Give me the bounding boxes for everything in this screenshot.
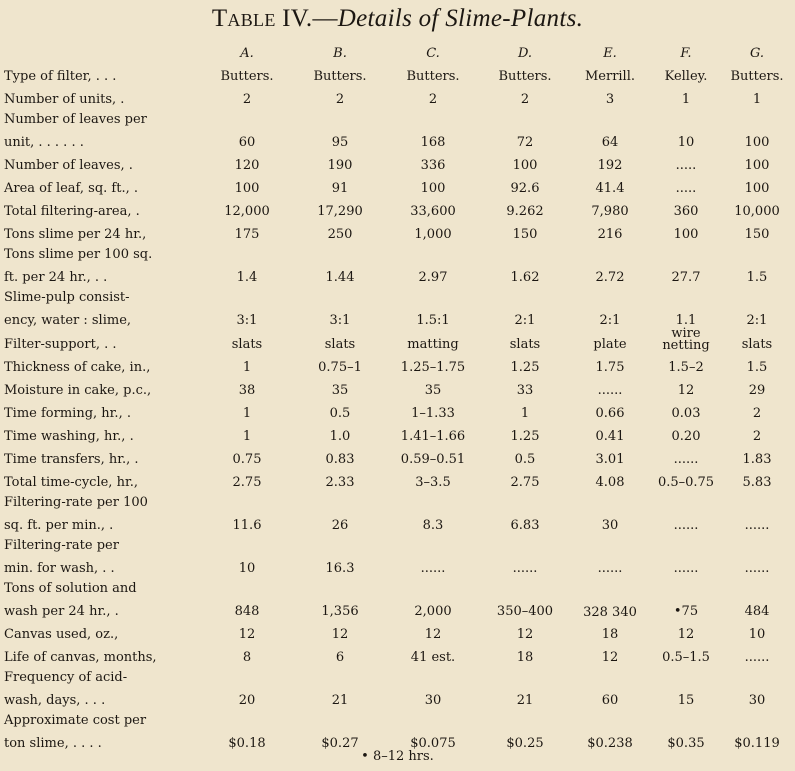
table-cell: 4.08: [595, 475, 625, 490]
empty-cell: [200, 576, 294, 596]
table-cell: ......: [512, 561, 538, 576]
table-cell: 35: [424, 383, 442, 398]
table-cell: $0.27: [321, 736, 359, 751]
table-cell: 35: [331, 383, 349, 398]
table-cell: 72: [516, 135, 534, 150]
table-row: [4, 127, 792, 150]
table-cell: 10,000: [734, 204, 780, 219]
table-cell: 2.75: [232, 475, 262, 490]
table-cell: 1.1: [675, 313, 697, 328]
empty-cell: [200, 708, 294, 728]
empty-cell: [570, 107, 650, 127]
table-cell: 91: [331, 181, 349, 196]
table-cell: 1.75: [595, 360, 625, 375]
table-cell: 2:1: [514, 313, 536, 328]
table-cell: 216: [597, 227, 623, 242]
table-cell: 0.83: [325, 452, 355, 467]
empty-cell: [200, 665, 294, 685]
row-label: min. for wash, . .: [4, 561, 115, 576]
table-cell: 2: [428, 92, 438, 107]
table-cell: 0.5: [329, 406, 351, 421]
empty-cell: [294, 576, 386, 596]
table-cell: slats: [741, 337, 773, 352]
empty-cell: [386, 708, 480, 728]
table-cell: 1.62: [510, 270, 540, 285]
table-cell: 848: [234, 604, 260, 619]
table-cell: 12: [677, 627, 695, 642]
table-cell: 336: [420, 158, 446, 173]
table-cell: 21: [331, 693, 349, 708]
empty-cell: [480, 242, 570, 262]
empty-cell: [480, 576, 570, 596]
table-cell: ......: [597, 383, 623, 398]
table-cell: 1,356: [321, 604, 359, 619]
footnote: • 8–12 hrs.: [361, 749, 434, 764]
table-cell: 21: [516, 693, 534, 708]
empty-cell: [650, 242, 722, 262]
table-cell: 0.20: [671, 429, 701, 444]
table-cell: 0.5–0.75: [657, 475, 715, 490]
table-cell: 30: [748, 693, 766, 708]
table-cell: 95: [331, 135, 349, 150]
table-cell: 0.41: [595, 429, 625, 444]
table-cell: 100: [744, 181, 770, 196]
table-cell: $0.075: [410, 736, 456, 751]
table-cell: 11.6: [232, 518, 262, 533]
table-row: [4, 173, 792, 196]
table-cell: 1: [681, 92, 691, 107]
table-cell: ......: [673, 561, 699, 576]
table-row: [4, 490, 792, 510]
row-label: Time washing, hr., .: [4, 429, 134, 444]
table-cell: 10: [677, 135, 695, 150]
table-cell: 3.01: [595, 452, 625, 467]
table-cell: 2: [242, 92, 252, 107]
table-cell: 1: [242, 406, 252, 421]
table-cell: 0.03: [671, 406, 701, 421]
table-cell: 1: [242, 429, 252, 444]
table-row: [4, 285, 792, 305]
table-cell: 12: [601, 650, 619, 665]
table-cell: 3:1: [329, 313, 351, 328]
empty-cell: [570, 576, 650, 596]
empty-cell: [200, 107, 294, 127]
empty-cell: [386, 285, 480, 305]
row-label: Filtering-rate per 100: [4, 495, 148, 510]
empty-cell: [650, 665, 722, 685]
table-row: [4, 467, 792, 490]
row-label: Filter-support, . .: [4, 337, 117, 352]
table-cell: 27.7: [671, 270, 701, 285]
table-cell: 100: [234, 181, 260, 196]
table-cell: 175: [234, 227, 260, 242]
table-cell: $0.238: [587, 736, 633, 751]
table-cell: 41 est.: [410, 650, 456, 665]
table-cell: 64: [601, 135, 619, 150]
table-cell: $0.119: [734, 736, 780, 751]
empty-cell: [722, 533, 792, 553]
row-label: Total time-cycle, hr.,: [4, 475, 138, 490]
empty-cell: [480, 665, 570, 685]
table-cell: 33: [516, 383, 534, 398]
table-row: [4, 196, 792, 219]
table-row: [4, 728, 792, 751]
table-cell: 1.25: [510, 360, 540, 375]
table-cell: $0.35: [667, 736, 705, 751]
empty-cell: [570, 665, 650, 685]
table-cell: 33,600: [410, 204, 456, 219]
table-cell: 26: [331, 518, 349, 533]
table-cell: $0.18: [228, 736, 266, 751]
table-title-prefix: Table IV.—: [211, 5, 338, 32]
table-cell: 8: [242, 650, 252, 665]
row-label: unit, . . . . . .: [4, 135, 84, 150]
empty-cell: [722, 665, 792, 685]
empty-cell: [200, 533, 294, 553]
row-label: ency, water : slime,: [4, 313, 132, 328]
row-label: Area of leaf, sq. ft., .: [4, 181, 138, 196]
table-cell: 1.5: [746, 360, 768, 375]
table-row: [4, 576, 792, 596]
table-row: [4, 708, 792, 728]
table-cell: 16.3: [325, 561, 355, 576]
empty-cell: [650, 533, 722, 553]
table-row: [4, 107, 792, 127]
empty-cell: [480, 107, 570, 127]
table-cell: 250: [327, 227, 353, 242]
table-cell: 3: [605, 92, 615, 107]
table-cell: 0.59–0.51: [400, 452, 466, 467]
table-row: [4, 553, 792, 576]
slime-plants-table: [4, 41, 792, 751]
table-cell: 2: [520, 92, 530, 107]
row-label: wash per 24 hr., .: [4, 604, 119, 619]
table-row: [4, 533, 792, 553]
table-cell: 1.0: [329, 429, 351, 444]
table-cell: 6: [335, 650, 345, 665]
row-label: Tons slime per 24 hr.,: [4, 227, 147, 242]
column-header: D.: [517, 46, 533, 61]
table-cell: 0.75–1: [318, 360, 362, 375]
column-header: E.: [603, 46, 617, 61]
row-label: Tons slime per 100 sq.: [4, 247, 153, 262]
empty-cell: [294, 490, 386, 510]
empty-cell: [722, 242, 792, 262]
table-cell: 10: [238, 561, 256, 576]
table-cell: 29: [748, 383, 766, 398]
table-cell: 30: [424, 693, 442, 708]
table-cell: ......: [744, 518, 770, 533]
table-cell: .....: [675, 158, 697, 173]
empty-cell: [386, 576, 480, 596]
row-label: Frequency of acid-: [4, 670, 128, 685]
table-cell: ......: [420, 561, 446, 576]
table-title: [0, 5, 795, 33]
table-cell: 484: [744, 604, 770, 619]
table-cell: 38: [238, 383, 256, 398]
table-cell: 2: [752, 406, 762, 421]
empty-cell: [200, 285, 294, 305]
table-cell: 12: [331, 627, 349, 642]
table-cell: 1.25: [510, 429, 540, 444]
column-header: A.: [240, 46, 254, 61]
empty-cell: [294, 285, 386, 305]
table-cell: ......: [744, 561, 770, 576]
column-header: B.: [333, 46, 347, 61]
table-cell: 100: [744, 158, 770, 173]
table-cell: 1.83: [742, 452, 772, 467]
column-header: C.: [426, 46, 440, 61]
table-cell: 1,000: [414, 227, 452, 242]
table-row: [4, 398, 792, 421]
table-cell: 1.41–1.66: [400, 429, 466, 444]
table-cell: 1: [520, 406, 530, 421]
table-cell: $0.25: [506, 736, 544, 751]
table-cell: Merrill.: [584, 69, 636, 84]
table-cell: 60: [238, 135, 256, 150]
empty-cell: [650, 708, 722, 728]
table-row: [4, 352, 792, 375]
empty-cell: [386, 242, 480, 262]
table-cell: wire netting: [662, 326, 710, 353]
table-cell: 2:1: [746, 313, 768, 328]
table-cell: 2.33: [325, 475, 355, 490]
row-label: Filtering-rate per: [4, 538, 119, 553]
table-cell: 12: [677, 383, 695, 398]
table-cell: ......: [673, 452, 699, 467]
table-cell: 120: [234, 158, 260, 173]
column-header: G.: [749, 46, 765, 61]
table-cell: 2.75: [510, 475, 540, 490]
table-cell: Butters.: [406, 69, 460, 84]
table-cell: 2.97: [418, 270, 448, 285]
empty-cell: [650, 285, 722, 305]
table-row: [4, 150, 792, 173]
table-cell: 6.83: [510, 518, 540, 533]
empty-cell: [650, 107, 722, 127]
row-label: sq. ft. per min., .: [4, 518, 114, 533]
row-label: Slime-pulp consist-: [4, 290, 130, 305]
table-cell: Butters.: [220, 69, 274, 84]
table-cell: plate: [593, 337, 627, 352]
table-body: [4, 61, 792, 751]
empty-cell: [386, 665, 480, 685]
table-cell: 8.3: [422, 518, 444, 533]
table-cell: Kelley.: [664, 69, 708, 84]
row-label: ft. per 24 hr., . .: [4, 270, 108, 285]
table-row: [4, 328, 792, 352]
empty-cell: [480, 490, 570, 510]
column-header-label: [4, 41, 200, 61]
table-cell: 100: [744, 135, 770, 150]
row-label: Number of leaves per: [4, 112, 147, 127]
table-cell: .....: [675, 181, 697, 196]
table-row: [4, 596, 792, 619]
empty-cell: [480, 285, 570, 305]
table-cell: 150: [512, 227, 538, 242]
empty-cell: [200, 490, 294, 510]
table-cell: 350–400: [496, 604, 554, 619]
table-cell: Butters.: [313, 69, 367, 84]
row-label: Type of filter, . . .: [4, 69, 117, 84]
table-cell: 2,000: [414, 604, 452, 619]
table-cell: 3–3.5: [415, 475, 451, 490]
table-cell: 15: [677, 693, 695, 708]
empty-cell: [294, 665, 386, 685]
table-cell: 192: [597, 158, 623, 173]
table-cell: 60: [601, 693, 619, 708]
row-label: wash, days, . . .: [4, 693, 106, 708]
table-cell: 5.83: [742, 475, 772, 490]
table-row: [4, 262, 792, 285]
empty-cell: [480, 708, 570, 728]
table-row: [4, 685, 792, 708]
table-cell: 10: [748, 627, 766, 642]
row-label: ton slime, . . . .: [4, 736, 102, 751]
empty-cell: [570, 533, 650, 553]
empty-cell: [722, 576, 792, 596]
empty-cell: [386, 533, 480, 553]
table-cell: matting: [407, 337, 459, 352]
empty-cell: [294, 708, 386, 728]
table-cell: 0.75: [232, 452, 262, 467]
table-cell: 1.4: [236, 270, 258, 285]
table-cell: slats: [231, 337, 263, 352]
table-cell: 0.66: [595, 406, 625, 421]
table-cell: 20: [238, 693, 256, 708]
table-cell: 92.6: [510, 181, 540, 196]
empty-cell: [480, 533, 570, 553]
empty-cell: [570, 285, 650, 305]
empty-cell: [570, 490, 650, 510]
row-label: Time forming, hr., .: [4, 406, 131, 421]
table-cell: 328 340: [583, 605, 637, 620]
row-label: Number of units, .: [4, 92, 125, 107]
table-cell: 2.72: [595, 270, 625, 285]
table-cell: 1–1.33: [411, 406, 455, 421]
empty-cell: [570, 708, 650, 728]
table-row: [4, 61, 792, 84]
table-row: [4, 421, 792, 444]
empty-cell: [722, 107, 792, 127]
empty-cell: [722, 285, 792, 305]
table-row: [4, 84, 792, 107]
row-label: Tons of solution and: [4, 581, 137, 596]
empty-cell: [570, 242, 650, 262]
table-cell: 190: [327, 158, 353, 173]
table-cell: 1: [752, 92, 762, 107]
table-cell: 2: [335, 92, 345, 107]
table-cell: Butters.: [730, 69, 784, 84]
table-row: [4, 642, 792, 665]
table-cell: 1.25–1.75: [400, 360, 466, 375]
empty-cell: [722, 708, 792, 728]
table-cell: 1.5–2: [668, 360, 704, 375]
table-cell: 7,980: [591, 204, 629, 219]
row-label: Approximate cost per: [4, 713, 147, 728]
table-row: [4, 375, 792, 398]
table-cell: 168: [420, 135, 446, 150]
table-row: [4, 619, 792, 642]
empty-cell: [294, 242, 386, 262]
empty-cell: [386, 107, 480, 127]
table-cell: 12: [424, 627, 442, 642]
table-cell: 1.44: [325, 270, 355, 285]
table-cell: 100: [512, 158, 538, 173]
empty-cell: [200, 242, 294, 262]
table-row: [4, 305, 792, 328]
table-cell: 3:1: [236, 313, 258, 328]
empty-cell: [294, 107, 386, 127]
table-cell: Butters.: [498, 69, 552, 84]
table-cell: ......: [744, 650, 770, 665]
table-cell: 1.5: [746, 270, 768, 285]
table-row: [4, 242, 792, 262]
table-cell: 2:1: [599, 313, 621, 328]
empty-cell: [294, 533, 386, 553]
empty-cell: [722, 490, 792, 510]
table-title-main: Details of Slime-Plants.: [337, 5, 584, 32]
table-cell: 41.4: [595, 181, 625, 196]
table-cell: 360: [673, 204, 699, 219]
table-cell: 100: [420, 181, 446, 196]
table-cell: •75: [673, 604, 699, 619]
table-cell: 0.5–1.5: [662, 650, 710, 665]
table-cell: 150: [744, 227, 770, 242]
table-cell: 17,290: [317, 204, 363, 219]
row-label: Moisture in cake, p.c.,: [4, 383, 152, 398]
empty-cell: [650, 490, 722, 510]
row-label: Canvas used, oz.,: [4, 627, 119, 642]
empty-cell: [650, 576, 722, 596]
table-row: [4, 219, 792, 242]
table-cell: 12: [238, 627, 256, 642]
row-label: Total filtering-area, .: [4, 204, 140, 219]
table-cell: 0.5: [514, 452, 536, 467]
table-cell: 18: [516, 650, 534, 665]
table-cell: slats: [509, 337, 541, 352]
table-cell: 1: [242, 360, 252, 375]
table-cell: slats: [324, 337, 356, 352]
table-row: [4, 510, 792, 533]
row-label: Number of leaves, .: [4, 158, 133, 173]
row-label: Time transfers, hr., .: [4, 452, 139, 467]
table-cell: 12: [516, 627, 534, 642]
table-cell: 12,000: [224, 204, 270, 219]
table-cell: 2: [752, 429, 762, 444]
column-header: F.: [680, 46, 692, 61]
table-row: [4, 665, 792, 685]
row-label: Life of canvas, months,: [4, 650, 157, 665]
table-cell: ......: [597, 561, 623, 576]
table-row: [4, 444, 792, 467]
table-cell: 100: [673, 227, 699, 242]
table-cell: 9.262: [506, 204, 544, 219]
table-cell: ......: [673, 518, 699, 533]
table-cell: 30: [601, 518, 619, 533]
table-cell: 1.5:1: [416, 313, 450, 328]
empty-cell: [386, 490, 480, 510]
table-cell: 18: [601, 627, 619, 642]
row-label: Thickness of cake, in.,: [4, 360, 151, 375]
column-header-row: [4, 41, 792, 61]
